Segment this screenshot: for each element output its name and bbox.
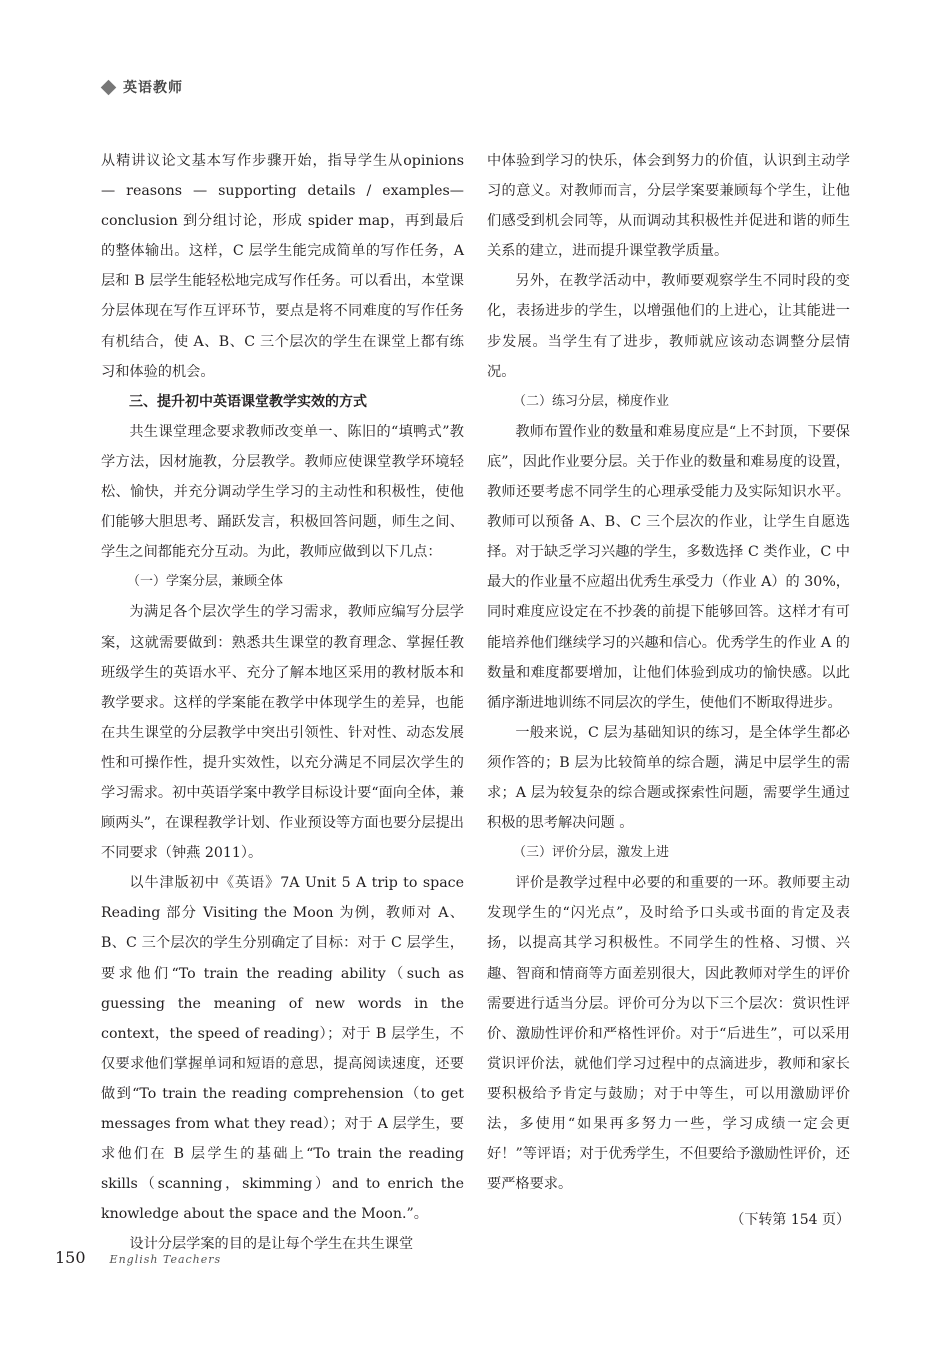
paragraph: 中体验到学习的快乐，体会到努力的价值，认识到主动学习的意义。对教师而言，分层学案要兼顾每个学生，让他们感受到机会同等，从而调动其积极性并促进和谐的师生关系的建立，进而提升课堂教学质量。: [487, 153, 850, 260]
paragraph: 教师布置作业的数量和难易度应是“上不封顶，下要保底”，因此作业要分层。关于作业的数量和难易度的设置，教师还要考虑不同学生的心理承受能力及实际知识水平。教师可以预备 A、B、C 三个层次的作业，让学生自愿选择。对于缺乏学习兴趣的学生，多数选择 C 类作业，C 中最大的作业量不应超出优秀生承受力（作业 A）的 30%，同时难度应设定在不抄袭的前提下能够回答。这样才有可能培养他们继续学习的兴趣和信心。优秀学生的作业 A 的数量和难度都要增加，让他们体验到成功的愉快感。以此循序渐进地训练不同层次的学生，使他们不断取得进步。: [487, 423, 850, 711]
right-column: [487, 146, 850, 1235]
page-footer: [55, 1248, 221, 1267]
paragraph: 评价是教学过程中必要的和重要的一环。教师要主动发现学生的“闪光点”，及时给予口头或书面的肯定及表扬，以提高其学习积极性。不同学生的性格、习惯、兴趣、智商和情商等方面差别很大，因此教师对学生的评价需要进行适当分层。评价可分为以下三个层次：赏识性评价、激励性评价和严格性评价。对于“后进生”，可以采用赏识评价法，就他们学习过程中的点滴进步，教师和家长要积极给予肯定与鼓励；对于中等生，可以用激励评价法，多使用“如果再多努力一些，学习成绩一定会更好！”等评语；对于优秀学生，不但要给予激励性评价，还要严格要求。: [487, 875, 850, 1193]
continued-note: （下转第 154 页）: [730, 1212, 850, 1229]
paragraph: 为满足各个层次学生的学习需求，教师应编写分层学案，这就需要做到：熟悉共生课堂的教育理念、掌握任教班级学生的英语水平、充分了解本地区采用的教材版本和教学要求。这样的学案能在教学中体现学生的差异，也能在共生课堂的分层教学中突出引领性、针对性、动态发展性和可操作性，提升实效性，以充分满足不同层次学生的学习需求。初中英语学案中教学目标设计要“面向全体，兼顾两头”，在课程教学计划、作业预设等方面也要分层提出不同要求（钟燕 2011）。: [101, 604, 464, 862]
subsection-heading: （三）评价分层，激发上进: [513, 845, 670, 861]
left-column: [101, 146, 464, 1259]
diamond-icon: [101, 79, 117, 95]
journal-english-title: English Teachers: [109, 1253, 222, 1266]
paragraph: 设计分层学案的目的是让每个学生在共生课堂: [129, 1236, 414, 1253]
running-header: [100, 76, 183, 98]
subsection-heading: （二）练习分层，梯度作业: [513, 393, 670, 409]
page-number: 150: [55, 1248, 86, 1267]
paragraph: 从精讲议论文基本写作步骤开始，指导学生从opinions — reasons — supporting details / examples— conclusion 到分组讨论，形成 spider map，再到最后的整体输出。这样，C 层学生能完成简单的写作任务，A 层和 B 层学生能轻松地完成写作任务。可以看出，本堂课分层体现在写作互评环节，要点是将不同难度的写作任务有机结合，使 A、B、C 三个层次的学生在课堂上都有练习和体验的机会。: [101, 153, 464, 380]
subsection-heading: （一）学案分层，兼顾全体: [127, 574, 284, 590]
paragraph: 一般来说，C 层为基础知识的练习，是全体学生都必须作答的；B 层为比较简单的综合题，满足中层学生的需求；A 层为较复杂的综合题或探索性问题，需要学生通过积极的思考解决问题 。: [487, 724, 850, 832]
paragraph: 另外，在教学活动中，教师要观察学生不同时段的变化，表扬进步的学生，以增强他们的上进心，让其能进一步发展。当学生有了进步，教师就应该动态调整分层情况。: [487, 273, 850, 380]
paragraph: 以牛津版初中《英语》7A Unit 5 A trip to space Reading 部分 Visiting the Moon 为例，教师对 A、B、C 三个层次的学生分别确定了目标：对于 C 层学生，要求他们“To train the reading ability（such as guessing the meaning of new words in the context，the speed of reading）；对于 B 层学生，不仅要求他们掌握单词和短语的意思，提高阅读速度，还要做到“To train the reading comprehension（to get messages from what they read）；对于 A 层学生，要求他们在 B 层学生的基础上“To train the reading skills（scanning，skimming）and to enrich the knowledge about the space and the Moon.”。: [101, 875, 464, 1223]
journal-title: 英语教师: [123, 80, 183, 96]
paragraph: 共生课堂理念要求教师改变单一、陈旧的“填鸭式”教学方法，因材施教，分层教学。教师应使课堂教学环境轻松、愉快，并充分调动学生学习的主动性和积极性，使他们能够大胆思考、踊跃发言，积极回答问题，师生之间、学生之间都能充分互动。为此，教师应做到以下几点：: [101, 423, 464, 561]
section-heading: 三、提升初中英语课堂教学实效的方式: [129, 393, 367, 410]
